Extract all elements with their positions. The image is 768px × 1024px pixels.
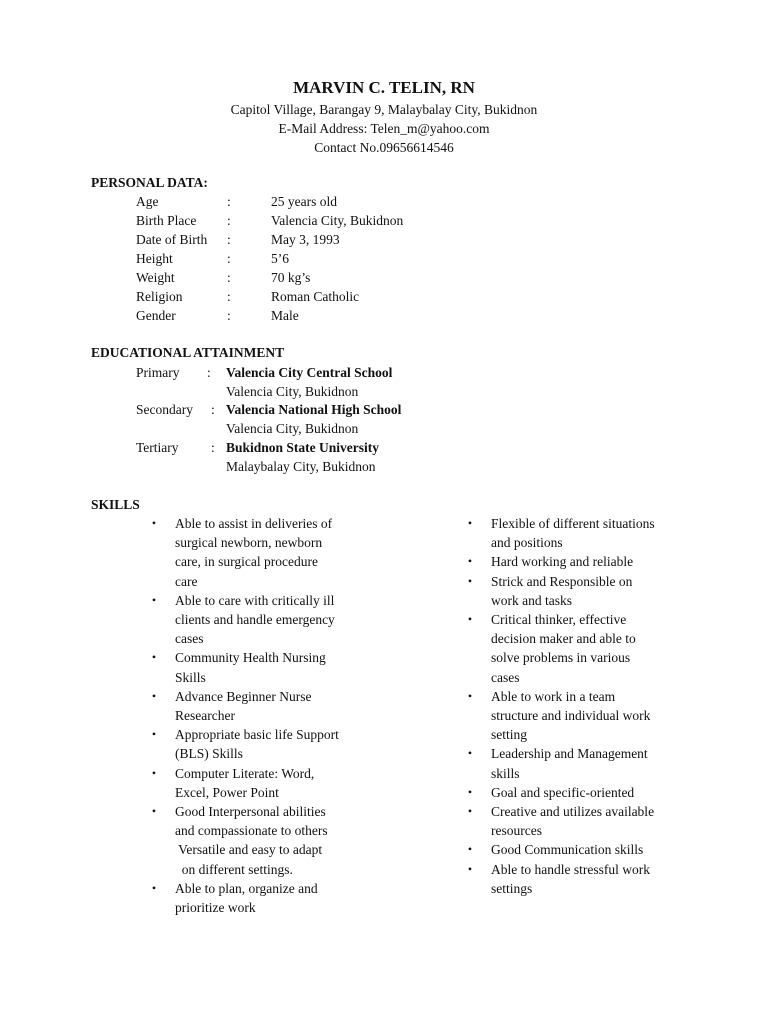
- personal-label: Age: [136, 194, 159, 209]
- bullet-icon: •: [467, 688, 473, 703]
- skill-line: care: [175, 573, 198, 589]
- personal-label: Weight: [136, 270, 175, 285]
- personal-value: Valencia City, Bukidnon: [271, 213, 404, 228]
- personal-separator: :: [227, 213, 231, 228]
- skill-line: Good Interpersonal abilities: [175, 804, 326, 820]
- bullet-icon: •: [467, 861, 473, 876]
- skill-item: [465, 572, 755, 610]
- bullet-icon: •: [151, 727, 157, 742]
- bullet-icon: •: [151, 880, 157, 895]
- bullet-icon: •: [467, 804, 473, 819]
- education-separator: :: [211, 402, 215, 417]
- school-location: Malaybalay City, Bukidnon: [226, 459, 376, 474]
- skill-line: solve problems in various: [491, 650, 631, 666]
- resume-header: [0, 78, 768, 157]
- skill-item: [149, 764, 439, 802]
- skill-line: and compassionate to others: [175, 823, 328, 839]
- education-level: Primary: [136, 365, 180, 380]
- skills-left-list: [149, 514, 439, 917]
- skill-item: [465, 552, 755, 571]
- skill-line: Good Communication skills: [491, 842, 644, 858]
- skill-line: care, in surgical procedure: [175, 554, 318, 570]
- skill-line: Versatile and easy to adapt: [175, 842, 323, 858]
- school-name: Valencia National High School: [226, 402, 402, 417]
- education-level: Secondary: [136, 402, 193, 417]
- school-name: Valencia City Central School: [226, 365, 393, 380]
- skill-line: cases: [491, 669, 520, 685]
- skill-line: Leadership and Management: [491, 746, 648, 762]
- personal-separator: :: [227, 289, 231, 304]
- school-location: Valencia City, Bukidnon: [226, 421, 359, 436]
- address-line: Capitol Village, Barangay 9, Malaybalay City, Bukidnon: [230, 102, 538, 117]
- bullet-icon: •: [467, 554, 473, 569]
- skills-heading: SKILLS: [91, 497, 140, 512]
- personal-value: Male: [271, 308, 299, 323]
- bullet-icon: •: [151, 765, 157, 780]
- skill-line: Able to assist in deliveries of: [175, 516, 333, 531]
- skill-item: [149, 802, 439, 879]
- personal-label: Birth Place: [136, 213, 197, 228]
- personal-separator: :: [227, 270, 231, 285]
- personal-value: 5’6: [271, 251, 289, 266]
- skill-item: [465, 687, 755, 745]
- education-separator: :: [211, 440, 215, 455]
- skill-item: [149, 514, 439, 591]
- skill-line: Able to plan, organize and: [175, 880, 318, 896]
- skill-item: [149, 725, 439, 763]
- skill-item: [465, 860, 755, 898]
- personal-label: Date of Birth: [136, 232, 208, 247]
- skill-line: Community Health Nursing: [175, 650, 326, 666]
- skill-line: Skills: [175, 669, 206, 685]
- bullet-icon: •: [467, 784, 473, 799]
- skill-line: (BLS) Skills: [175, 746, 243, 762]
- skill-line: Excel, Power Point: [175, 784, 279, 800]
- contact-line: Contact No.09656614546: [314, 140, 454, 155]
- school-location: Valencia City, Bukidnon: [226, 384, 359, 399]
- email-line: E-Mail Address: Telen_m@yahoo.com: [278, 121, 490, 136]
- education-heading: EDUCATIONAL ATTAINMENT: [91, 345, 285, 360]
- personal-value: 25 years old: [271, 194, 337, 209]
- skill-item: [149, 879, 439, 917]
- skill-line: Able to handle stressful work: [491, 861, 650, 877]
- personal-separator: :: [227, 308, 231, 323]
- skill-line: surgical newborn, newborn: [175, 535, 323, 551]
- skill-line: resources: [491, 823, 542, 839]
- skills-right-column: [465, 514, 755, 898]
- personal-value: Roman Catholic: [271, 289, 360, 304]
- skill-line: skills: [491, 765, 520, 781]
- personal-value: May 3, 1993: [271, 232, 340, 247]
- skill-line: Flexible of different situations: [491, 516, 655, 531]
- skill-line: work and tasks: [491, 592, 572, 608]
- skill-item: [149, 591, 439, 649]
- bullet-icon: •: [151, 688, 157, 703]
- skill-line: Hard working and reliable: [491, 554, 634, 570]
- skill-line: setting: [491, 727, 527, 743]
- bullet-icon: •: [467, 842, 473, 857]
- skill-item: [465, 610, 755, 687]
- personal-separator: :: [227, 251, 231, 266]
- skill-item: [149, 648, 439, 686]
- skill-item: [149, 687, 439, 725]
- personal-label: Height: [136, 251, 173, 266]
- skill-line: on different settings.: [175, 861, 293, 877]
- applicant-name: MARVIN C. TELIN, RN: [293, 78, 475, 97]
- skill-line: Critical thinker, effective: [491, 612, 627, 628]
- bullet-icon: •: [151, 650, 157, 665]
- skill-line: settings: [491, 880, 533, 896]
- skill-item: [465, 802, 755, 840]
- skill-line: Creative and utilizes available: [491, 804, 655, 820]
- personal-separator: :: [227, 194, 231, 209]
- school-name: Bukidnon State University: [226, 440, 380, 455]
- skill-line: Strick and Responsible on: [491, 573, 633, 589]
- bullet-icon: •: [467, 573, 473, 588]
- personal-data-heading: PERSONAL DATA:: [91, 175, 208, 190]
- skill-item: [465, 514, 755, 552]
- skill-item: [465, 840, 755, 859]
- bullet-icon: •: [151, 592, 157, 607]
- personal-label: Gender: [136, 308, 176, 323]
- personal-label: Religion: [136, 289, 183, 304]
- skill-line: Researcher: [175, 708, 235, 724]
- personal-value: 70 kg’s: [271, 270, 311, 285]
- skill-line: Able to care with critically ill: [175, 592, 335, 608]
- skill-line: prioritize work: [175, 900, 256, 916]
- bullet-icon: •: [151, 516, 157, 530]
- skill-line: Advance Beginner Nurse: [175, 688, 312, 704]
- skill-item: [465, 744, 755, 782]
- skill-line: clients and handle emergency: [175, 612, 335, 628]
- skill-line: structure and individual work: [491, 708, 651, 724]
- skill-line: decision maker and able to: [491, 631, 636, 647]
- personal-separator: :: [227, 232, 231, 247]
- skill-line: Computer Literate: Word,: [175, 765, 315, 781]
- skill-line: Appropriate basic life Support: [175, 727, 339, 743]
- skill-line: cases: [175, 631, 204, 647]
- skill-line: Goal and specific-oriented: [491, 784, 635, 800]
- skill-item: [465, 783, 755, 802]
- education-level: Tertiary: [136, 440, 179, 455]
- bullet-icon: •: [467, 516, 473, 530]
- skill-line: Able to work in a team: [491, 688, 616, 704]
- bullet-icon: •: [467, 746, 473, 761]
- skills-left-column: [149, 514, 439, 917]
- skill-line: and positions: [491, 535, 563, 551]
- skills-right-list: [465, 514, 755, 898]
- bullet-icon: •: [467, 612, 473, 627]
- education-separator: :: [207, 365, 211, 380]
- bullet-icon: •: [151, 804, 157, 819]
